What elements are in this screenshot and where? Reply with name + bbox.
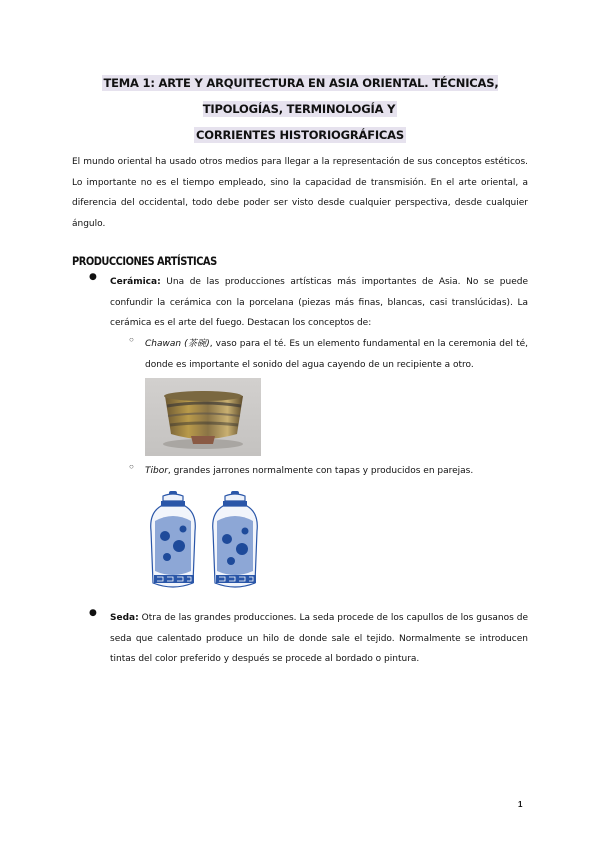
sub-bullet-icon: ○: [129, 462, 134, 471]
ceramica-text: Una de las producciones artísticas más importantes de Asia. No se puede confundir la cerámica con la porcelana (piezas más finas, blancas, casi translúcidas). La cerámica es el arte del fuego. Destacan los conceptos de:: [110, 277, 528, 328]
list-item-chawan: [145, 334, 528, 375]
intro-paragraph: El mundo oriental ha usado otros medios para llegar a la representación de sus conceptos estéticos. Lo importante no es el tiempo empleado, sino la capacidad de transmisión. En el arte oriental, a diferencia del occidental, todo debe poder ser visto desde cualquier perspectiva, desde cualquier ángulo.: [72, 157, 528, 229]
list-item-ceramica: [110, 272, 528, 334]
tibor-text: , grandes jarrones normalmente con tapas y producidos en parejas.: [167, 466, 474, 476]
vase-right: [213, 491, 258, 587]
list-item-seda: [110, 608, 528, 670]
term-seda: Seda:: [110, 613, 139, 623]
chawan-bowl-image: [145, 378, 261, 456]
document-title: [60, 70, 540, 148]
vase-left: [151, 491, 196, 587]
chawan-text: , vaso para el té. Es un elemento fundamental en la ceremonia del té, donde es importante el sonido del agua cayendo de un recipiente a otro.: [145, 339, 528, 370]
term-chawan: Chawan (茶碗): [145, 339, 210, 349]
list-item-tibor: [145, 461, 528, 482]
tibor-vases-image: [145, 491, 263, 599]
page-number: 1: [518, 800, 523, 809]
term-tibor: Tibor: [145, 466, 168, 476]
title-line-2: CORRIENTES HISTORIOGRÁFICAS: [196, 128, 404, 142]
term-ceramica: Cerámica:: [110, 277, 161, 287]
bullet-icon: ●: [89, 608, 97, 618]
bullet-icon: ●: [89, 272, 97, 282]
sub-bullet-icon: ○: [129, 335, 134, 344]
seda-text: Otra de las grandes producciones. La seda procede de los capullos de los gusanos de seda que calentado produce un hilo de donde sale el tejido. Normalmente se introducen tintas del color preferido y después se procede al bordado o pintura.: [110, 613, 528, 664]
title-line-1: TEMA 1: ARTE Y ARQUITECTURA EN ASIA ORIENTAL. TÉCNICAS, TIPOLOGÍAS, TERMINOLOGÍA Y: [103, 76, 499, 116]
section-heading: PRODUCCIONES ARTÍSTICAS: [72, 254, 217, 268]
